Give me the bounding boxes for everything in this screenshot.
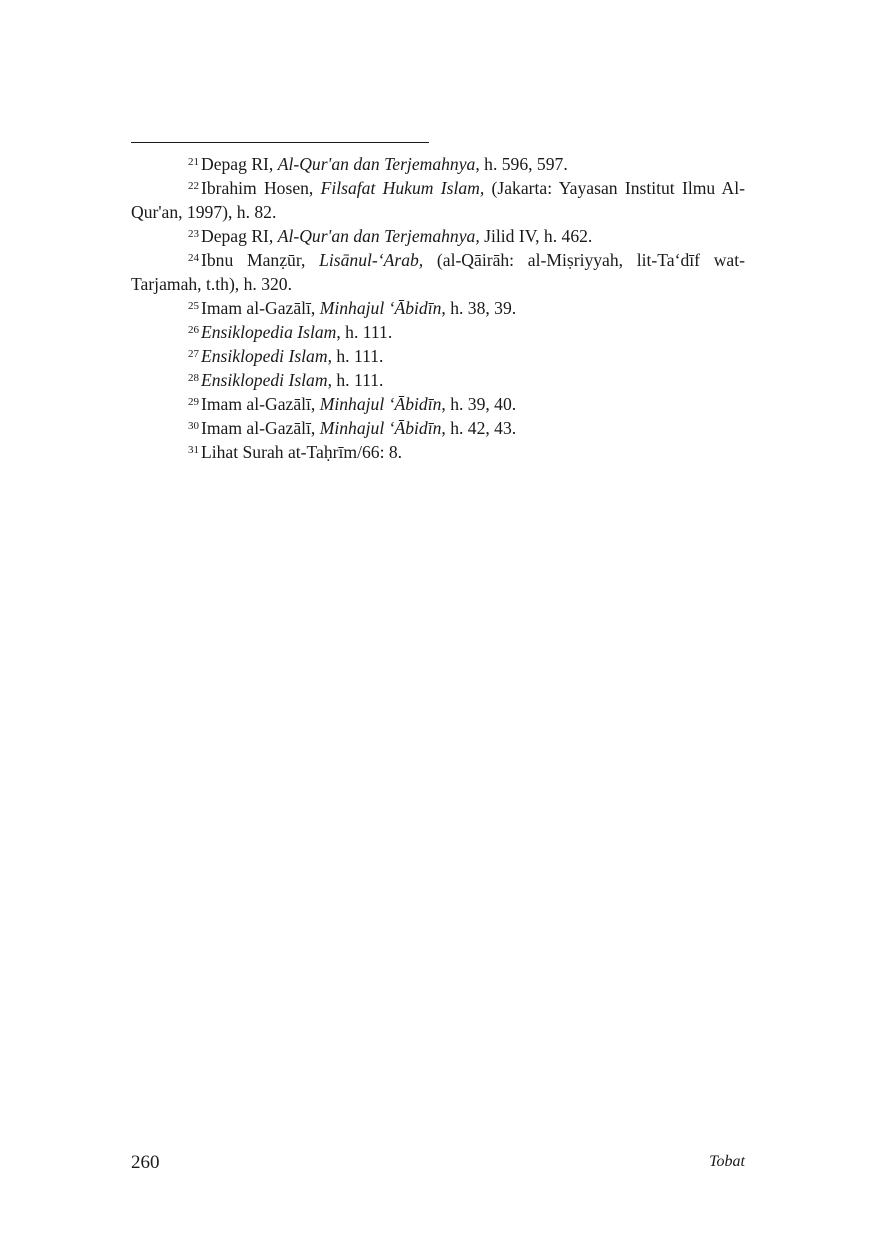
footnote-29 xyxy=(131,392,745,416)
footnote-author: Lihat Surah at-Taḥrīm/66: 8. xyxy=(201,442,403,462)
footnote-detail: , h. 42, 43. xyxy=(441,418,517,438)
footnote-number: 23 xyxy=(188,228,199,240)
footnote-25 xyxy=(131,296,745,320)
footnote-author: Depag RI, xyxy=(201,226,278,246)
footnote-number: 26 xyxy=(188,324,199,336)
footnote-number: 31 xyxy=(188,444,199,456)
footnote-number: 30 xyxy=(188,420,199,432)
footnote-title: Minhajul ‘Ābidīn xyxy=(319,298,442,318)
footnote-detail: , h. 111. xyxy=(327,346,384,366)
footnote-detail: (al-Qāirāh: al-Miṣriyyah, lit-Ta‘dīf wat-Tarjamah, t.th), h. 320. xyxy=(131,250,745,294)
footnote-31 xyxy=(131,440,745,464)
footnote-30 xyxy=(131,416,745,440)
footnote-author: Ibrahim Hosen, xyxy=(201,178,321,198)
footnote-number: 24 xyxy=(188,252,199,264)
footnote-21 xyxy=(131,152,745,176)
footnote-23 xyxy=(131,224,745,248)
footnote-title: Filsafat Hukum Islam, xyxy=(320,178,485,198)
footnote-author: Ibnu Manẓūr, xyxy=(201,250,320,270)
footnote-detail: , h. 111. xyxy=(336,322,393,342)
footnote-separator-rule xyxy=(131,142,429,143)
footnote-22 xyxy=(131,176,745,224)
footnote-24 xyxy=(131,248,745,296)
footnote-detail: , h. 39, 40. xyxy=(441,394,517,414)
footnote-title: Lisānul-‘Arab, xyxy=(319,250,424,270)
footnote-author: Imam al-Gazālī, xyxy=(201,298,320,318)
footnote-number: 22 xyxy=(188,180,199,192)
footnote-title: Ensiklopedi Islam xyxy=(201,370,328,390)
footnote-detail: , h. 596, 597. xyxy=(475,154,568,174)
footnote-number: 25 xyxy=(188,300,199,312)
footnote-number: 28 xyxy=(188,372,199,384)
footnote-detail: , h. 111. xyxy=(327,370,384,390)
page-number: 260 xyxy=(131,1152,160,1173)
footnote-title: Ensiklopedia Islam xyxy=(201,322,337,342)
footnote-title: Minhajul ‘Ābidīn xyxy=(319,418,442,438)
footnote-number: 21 xyxy=(188,156,199,168)
footnote-number: 27 xyxy=(188,348,199,360)
footnote-author: Imam al-Gazālī, xyxy=(201,394,320,414)
footnote-28 xyxy=(131,368,745,392)
footnotes-block xyxy=(131,152,745,464)
footnote-title: Al-Qur'an dan Terjemahnya, xyxy=(277,226,480,246)
footnote-number: 29 xyxy=(188,396,199,408)
footnote-title: Ensiklopedi Islam xyxy=(201,346,328,366)
running-title: Tobat xyxy=(709,1153,745,1170)
footnote-title: Al-Qur'an dan Terjemahnya xyxy=(277,154,476,174)
footnote-27 xyxy=(131,344,745,368)
footnote-detail: , h. 38, 39. xyxy=(441,298,517,318)
footnote-detail: Jilid IV, h. 462. xyxy=(479,226,593,246)
footnote-title: Minhajul ‘Ābidīn xyxy=(319,394,442,414)
footnote-detail: (Jakarta: Yayasan Institut Ilmu Al-Qur'an, 1997), h. 82. xyxy=(131,178,745,222)
footnote-author: Imam al-Gazālī, xyxy=(201,418,320,438)
footnote-26 xyxy=(131,320,745,344)
footnote-author: Depag RI, xyxy=(201,154,278,174)
